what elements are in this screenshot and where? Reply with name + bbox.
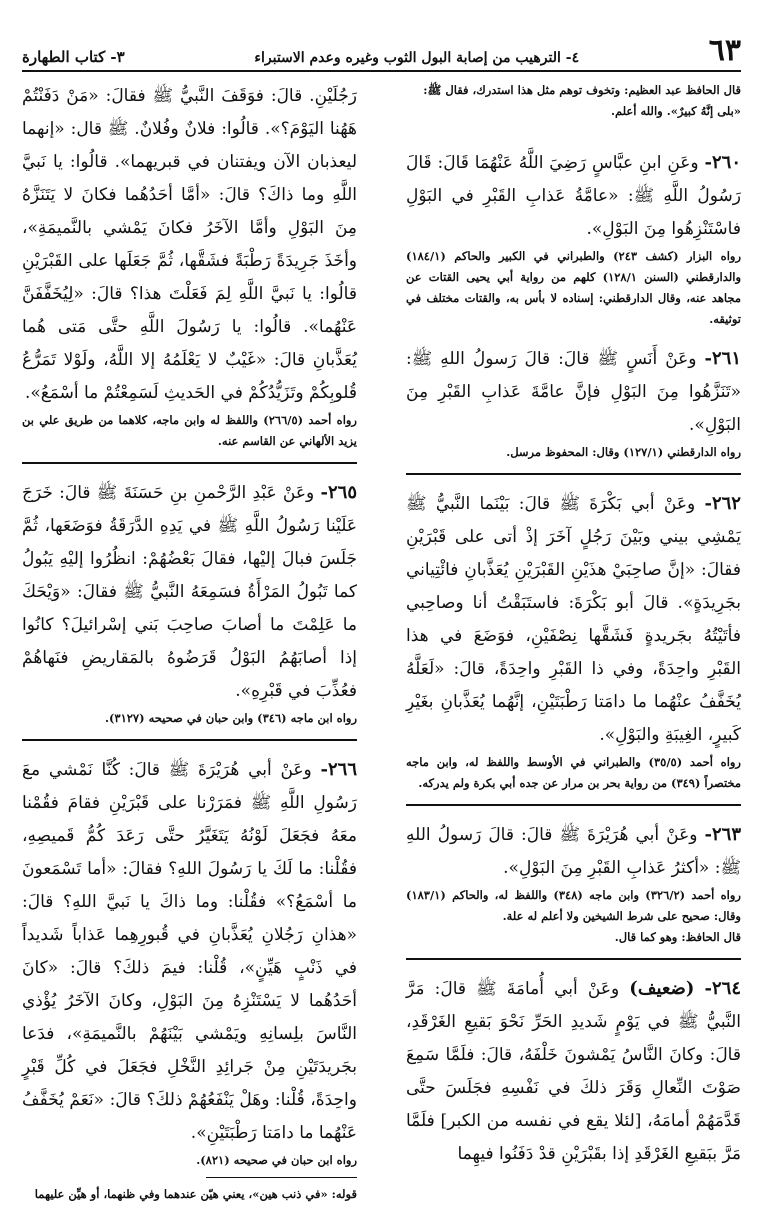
hadith-text: وعَنْ أَنَسٍ ﷺ قالَ: قالَ رَسولُ اللهِ ﷺ: «تَنَزَّهُوا مِنَ البَوْلِ فإنَّ عامَّةَ عَذابِ القَبْرِ مِنَ البَوْلِ». [406,348,741,435]
hadith-265 [22,476,357,729]
hadith-264-continued [22,80,357,452]
hadith-number: ٢٦٣- [704,823,742,845]
hadith-260 [406,146,741,330]
hadith-reference: رواه أحمد (٣٢٦/٢) وابن ماجه (٣٤٨) واللفظ له، والحاكم (١٨٣/١) وقال: صحيح على شرط الشيخين ولا أعلم له علة. [406,887,741,923]
hadith-266 [22,753,357,1205]
hadith-number: ٢٦٤- [704,977,741,999]
right-column [406,80,742,1164]
hadith-text: وعَنِ ابنِ عبَّاسٍ رَضِيَ اللَّهُ عَنْهُمَا قَالَ: قَالَ رَسُولُ اللَّهِ ﷺ: «عامَّةُ عَذابِ القَبْرِ في البَوْلِ فاسْتَنْزِهُوا مِنَ البَوْلِ». [406,152,741,239]
divider [406,473,741,475]
page-header [22,33,741,72]
divider [22,462,357,464]
hadith-reference: رواه أحمد (٢٦٦/٥) واللفظ له وابن ماجه، كلاهما من طريق علي بن يزيد الألهاني عن القاسم عنه. [22,413,357,448]
hadith-text: وعَنْ أبي هُرَيْرَةَ ﷺ قالَ: قالَ رَسولُ اللهِ ﷺ: «أكثرُ عَذابِ القَبْرِ مِنَ البَوْلِ». [406,824,741,878]
hadith-number: ٢٦٠- [704,151,741,173]
hadith-262 [406,487,741,794]
hadith-grade: (ضعيف) [629,977,695,999]
left-column [22,80,357,1201]
hadith-text: وعَنْ عَبْدِ الرَّحْمنِ بنِ حَسَنَةَ ﷺ قالَ: خَرَجَ عَلَيْنا رَسُولُ اللَّهِ ﷺ في يَدِهِ الدَّرَقَةُ فوَضَعَها، ثُمَّ جَلَسَ فبالَ إليْها، فقالَ بَعْضُهُمْ: انظُرُوا إليْهِ يَبُولُ كما تَبُولُ المَرْأَةُ فسَمِعَهُ النَّبيُّ ﷺ فقالَ: «وَيْحَكَ ما عَلِمْتَ ما أصابَ صاحِبَ بَني إسْرائيلَ؟ كانُوا إذا أصابَهُمُ البَوْلُ قَرَضُوهُ بالمَقاريضِ فنَهاهُمْ فعُذِّبَ في قَبْرِهِ». [22,483,357,701]
hadith-264 [406,972,741,1171]
divider [406,958,741,960]
hadith-text: وعَنْ أبي بَكْرَةَ ﷺ قالَ: بَيْنَما النَّبيُّ ﷺ يَمْشِي بيني وبَيْنَ رَجُلٍ آخَرَ إذْ أتى على قَبْرَيْنِ فقالَ: «إنَّ صاحِبَيْ هذَيْنِ القَبْرَيْنِ يُعَذَّبانِ فائْتِياني بجَرِيدَةٍ». قالَ أبو بَكْرَةَ: فاستَبَقْتُ أنا وصاحِبي فأتَيْتُهُ بجَريدةٍ فَشَقَّها نِصْفَيْنِ، فوَضَعَ في هذا القَبْرِ واحِدَةً، وفي ذا القَبْرِ واحِدَةً، قالَ: «لَعَلَّهُ يُخَفَّفُ عنْهُما ما دامَتا رَطْبَتَيْنِ، إنَّهُما يُعَذَّبانِ بغَيْرِ كَبيرٍ، الغِيبَةِ والبَوْلِ». [406,493,741,745]
hadith-reference: رواه الدارقطني (١٢٧/١) وقال: المحفوظ مرسل. [506,444,741,459]
footnote-divider [206,1177,357,1178]
hadith-263 [406,818,741,948]
hadith-number: ٢٦٥- [320,482,357,503]
book-title: ٣- كتاب الطهارة [22,48,125,66]
page-number: ٦٣ [708,33,741,68]
hadith-number: ٢٦١- [704,347,741,369]
divider [22,739,357,741]
hadith-text: رَجُلَيْنِ. قالَ: فوَقَفَ النَّبيُّ ﷺ فقالَ: «مَنْ دَفَنْتُمْ هَهُنا اليَوْمَ؟». قالُوا: فلانٌ وفُلانٌ. ﷺ قال: «إنهما ليعذبان الآن ويفتنان في قبريهما». قالُوا: يا نَبيَّ اللَّهِ وما ذاكَ؟ قالَ: «أمَّا أحَدُهُما فكانَ لا يَتَنَزَّهُ مِنَ البَوْلِ وأمَّا الآخَرُ فكانَ يَمْشي بالنَّميمَةِ»، وأخَذَ جَرِيدَةً رَطْبَةً فشَقَّها، ثُمَّ جَعَلَها على القَبْرَيْنِ قالُوا: يا نَبيَّ اللَّهِ لِمَ فَعَلْتَ هذا؟ قالَ: «لِيُخَفَّفَنَّ عَنْهُما». قالُوا: يا رَسُولَ اللَّهِ حتَّى مَتى هُما يُعَذَّبانِ قالَ: «غَيْبٌ لا يَعْلَمُهُ إلا اللَّهُ، ولَوْلا تَمَرُّعُ قُلوبِكُمْ وتَزَيُّدُكُمْ في الحَديثِ لَسَمِعْتُمْ ما أسْمَعُ». [22,86,357,403]
hadith-text: وعَنْ أبي هُرَيْرَةَ ﷺ قالَ: كُنَّا نَمْشي معَ رَسُولِ اللَّهِ ﷺ فمَرَرْنا على قَبْرَيْنِ فقامَ فقُمْنا معَهُ فجَعَلَ لَوْنُهُ يَتَغَيَّرُ حتَّى رَعَدَ كُمُّ قَميصِهِ، فقُلْنا: ما لَكَ يا رَسُولَ اللهِ؟ فقالَ: «أما تَسْمَعونَ ما أسْمَعُ؟» فقُلْنا: وما ذاكَ يا نَبيَّ اللهِ؟ قالَ: «هذانِ رَجُلانِ يُعَذَّبانِ في قُبورِهِما عَذاباً شَديداً في ذَنْبٍ هَيِّنٍ»، قُلْنا: فيمَ ذلكَ؟ قالَ: «كانَ أحَدُهُما لا يَسْتَنْزِهُ مِنَ البَوْلِ، وكانَ الآخَرُ يُؤْذي النَّاسَ بلِسانِهِ ويَمْشي بَيْنَهُمْ بالنَّميمَةِ»، فدَعا بجَريدَتَيْنِ مِنْ جَرائِدِ النَّخْلِ فجَعَلَ في كُلِّ قَبْرٍ واحِدَةً، قُلْنا: وهَلْ يَنْفَعُهُمْ ذلكَ؟ قالَ: «نَعَمْ يُخَفَّفُ عَنْهُما ما دامَتا رَطْبَتَيْنِ». [22,760,357,1143]
hadith-number: ٢٦٢- [704,492,741,514]
chapter-title: ٤- الترهيب من إصابة البول الثوب وغيره وعدم الاستبراء [254,50,580,66]
hadith-261 [406,342,741,463]
divider [406,804,741,806]
hadith-reference: رواه البزار (كشف ٢٤٣) والطبراني في الكبير والحاكم (١٨٤/١) والدارقطني (السنن ١٢٨/١) كلهم من رواية أبي يحيى القتات عن مجاهد عنه، وقال الدارقطني: إسناده لا بأس به، والقتات مختلف في توثيقه. [406,248,741,326]
hadith-reference: رواه أحمد (٣٥/٥) والطبراني في الأوسط واللفظ له، وابن ماجه مختصراً (٣٤٩) من رواية بحر بن مرار عن جده أبي بكرة ولم يدركه. [406,754,741,790]
intro-note: قال الحافظ عبد العظيم: وتخوف توهم مثل هذا استدرك، فقال ﷺ: «بلى إنَّهُ كبيرٌ». والله أعلم. [423,83,741,118]
hadith-reference: رواه ابن ماجه (٣٤٦) وابن حبان في صحيحه (٣١٢٧). [104,711,357,725]
hadith-reference: رواه ابن حبان في صحيحه (٨٢١). [196,1153,357,1167]
hadith-reference-comment: قال الحافظ: وهو كما قال. [614,929,741,944]
footnote: قوله: «في ذنب هين»، يعني هيّن عندهما وفي ظنهما، أو هيِّن عليهما [34,1187,357,1201]
hadith-number: ٢٦٦- [320,759,357,780]
hadith-text: وعَنْ أبي أُمامَةَ ﷺ قالَ: مَرَّ النَّبيُّ ﷺ في يَوْمٍ شَديدِ الحَرِّ نَحْوَ بَقيعِ الغَرْقَدِ، قالَ: وكانَ النَّاسُ يَمْشونَ خَلْفَهُ، قالَ: فلَمَّا سَمِعَ صَوْتَ النِّعالِ وَقَرَ ذلكَ في نَفْسِهِ فجَلَسَ حتَّى قَدَّمَهُمْ أمامَهُ، [لئلا يقع في نفسه من الكبر] فلَمَّا مَرَّ ببَقيعِ الغَرْقَدِ إذا بقَبْرَيْنِ قدْ دَفَنُوا فيهِما [406,978,741,1164]
